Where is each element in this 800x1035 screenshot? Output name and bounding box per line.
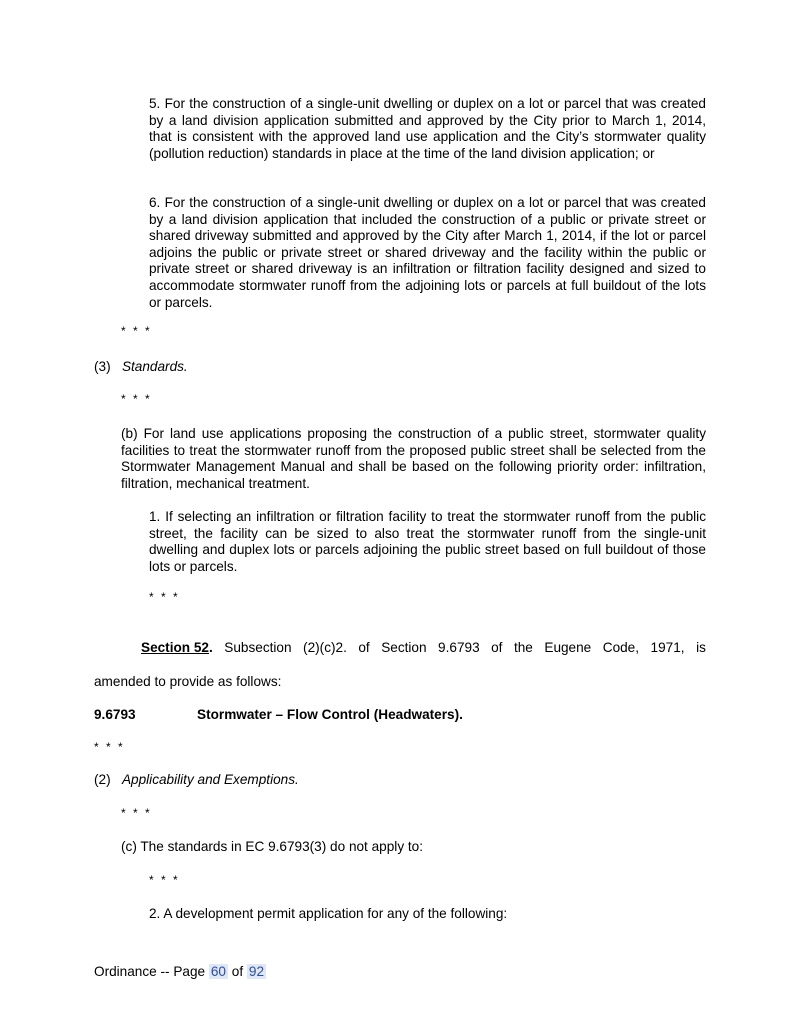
- ellipsis-stars-2: * * *: [121, 392, 152, 406]
- paragraph-c-2: 2. A development permit application for any of the following:: [149, 906, 508, 921]
- footer-of: of: [231, 964, 244, 979]
- ellipsis-stars-6: * * *: [149, 873, 180, 887]
- section-52-word: Eugene: [544, 640, 592, 655]
- section-52-word: Code,: [602, 640, 640, 655]
- footer-page-number: 60: [210, 964, 226, 979]
- code-section-number: 9.6793: [94, 707, 136, 722]
- section-52-word: Subsection: [224, 640, 292, 655]
- subsection-3-heading: [94, 359, 188, 376]
- section-52-continuation: amended to provide as follows:: [94, 674, 282, 689]
- section-52-word: 9.6793: [438, 640, 480, 655]
- paragraph-b-1: 1. If selecting an infiltration or filtration facility to treat the stormwater runoff from the public street, the facility can be sized to also treat the stormwater runoff from the single-unit dwelling and duplex lots or parcels adjoining the public street based on full buildout of those lots or parcels.: [149, 509, 706, 574]
- section-52-line: [141, 640, 706, 657]
- ellipsis-stars-5: * * *: [121, 806, 152, 820]
- section-52-period: .: [209, 640, 213, 655]
- subsection-2-label: Applicability and Exemptions.: [121, 772, 299, 787]
- footer-page-total: 92: [248, 964, 265, 979]
- ellipsis-stars-3: * * *: [149, 590, 180, 604]
- code-section-title: Stormwater – Flow Control (Headwaters).: [197, 707, 463, 722]
- paragraph-b: (b) For land use applications proposing the construction of a public street, stormwater quality facilities to treat the stormwater runoff from the proposed public street shall be selected from the Stormwater Management Manual and shall be based on the following priority order: infiltration, filtration, mechanical treatment.: [121, 426, 706, 491]
- section-52-word: Section: [381, 640, 427, 655]
- page-footer: [94, 964, 266, 981]
- section-52-word: of: [358, 640, 370, 655]
- footer-prefix: Ordinance -- Page: [94, 964, 206, 979]
- paragraph-5: 5. For the construction of a single-unit dwelling or duplex on a lot or parcel that was created by a land division application submitted and approved by the City prior to March 1, 2014, that is consistent with the approved land use application and the City’s stormwater quality (pollution reduction) standards in place at the time of the land division application; or: [149, 96, 706, 161]
- paragraph-6: 6. For the construction of a single-unit dwelling or duplex on a lot or parcel that was created by a land division application that included the construction of a public or private street or shared driveway submitted and approved by the City after March 1, 2014, if the lot or parcel adjoins the public or private street or shared driveway and the facility within the public or private street or shared driveway is an infiltration or filtration facility designed and sized to accommodate stormwater runoff from the adjoining lots or parcels at full buildout of the lots or parcels.: [149, 195, 706, 310]
- subsection-2-heading: [94, 772, 299, 789]
- subsection-2-number: (2): [94, 772, 111, 787]
- ellipsis-stars-1: * * *: [121, 324, 152, 338]
- ellipsis-stars-4: * * *: [94, 740, 125, 754]
- section-52-label-group: [141, 640, 213, 657]
- section-52-label: Section 52: [141, 640, 209, 655]
- subsection-3-number: (3): [94, 359, 111, 374]
- section-52-word: of: [491, 640, 503, 655]
- section-52-word: 1971,: [650, 640, 685, 655]
- section-52-word: (2)(c)2.: [303, 640, 347, 655]
- section-52-word: the: [513, 640, 533, 655]
- subsection-3-label: Standards.: [121, 359, 188, 374]
- paragraph-c: (c) The standards in EC 9.6793(3) do not apply to:: [121, 839, 424, 854]
- section-52-word: is: [696, 640, 706, 655]
